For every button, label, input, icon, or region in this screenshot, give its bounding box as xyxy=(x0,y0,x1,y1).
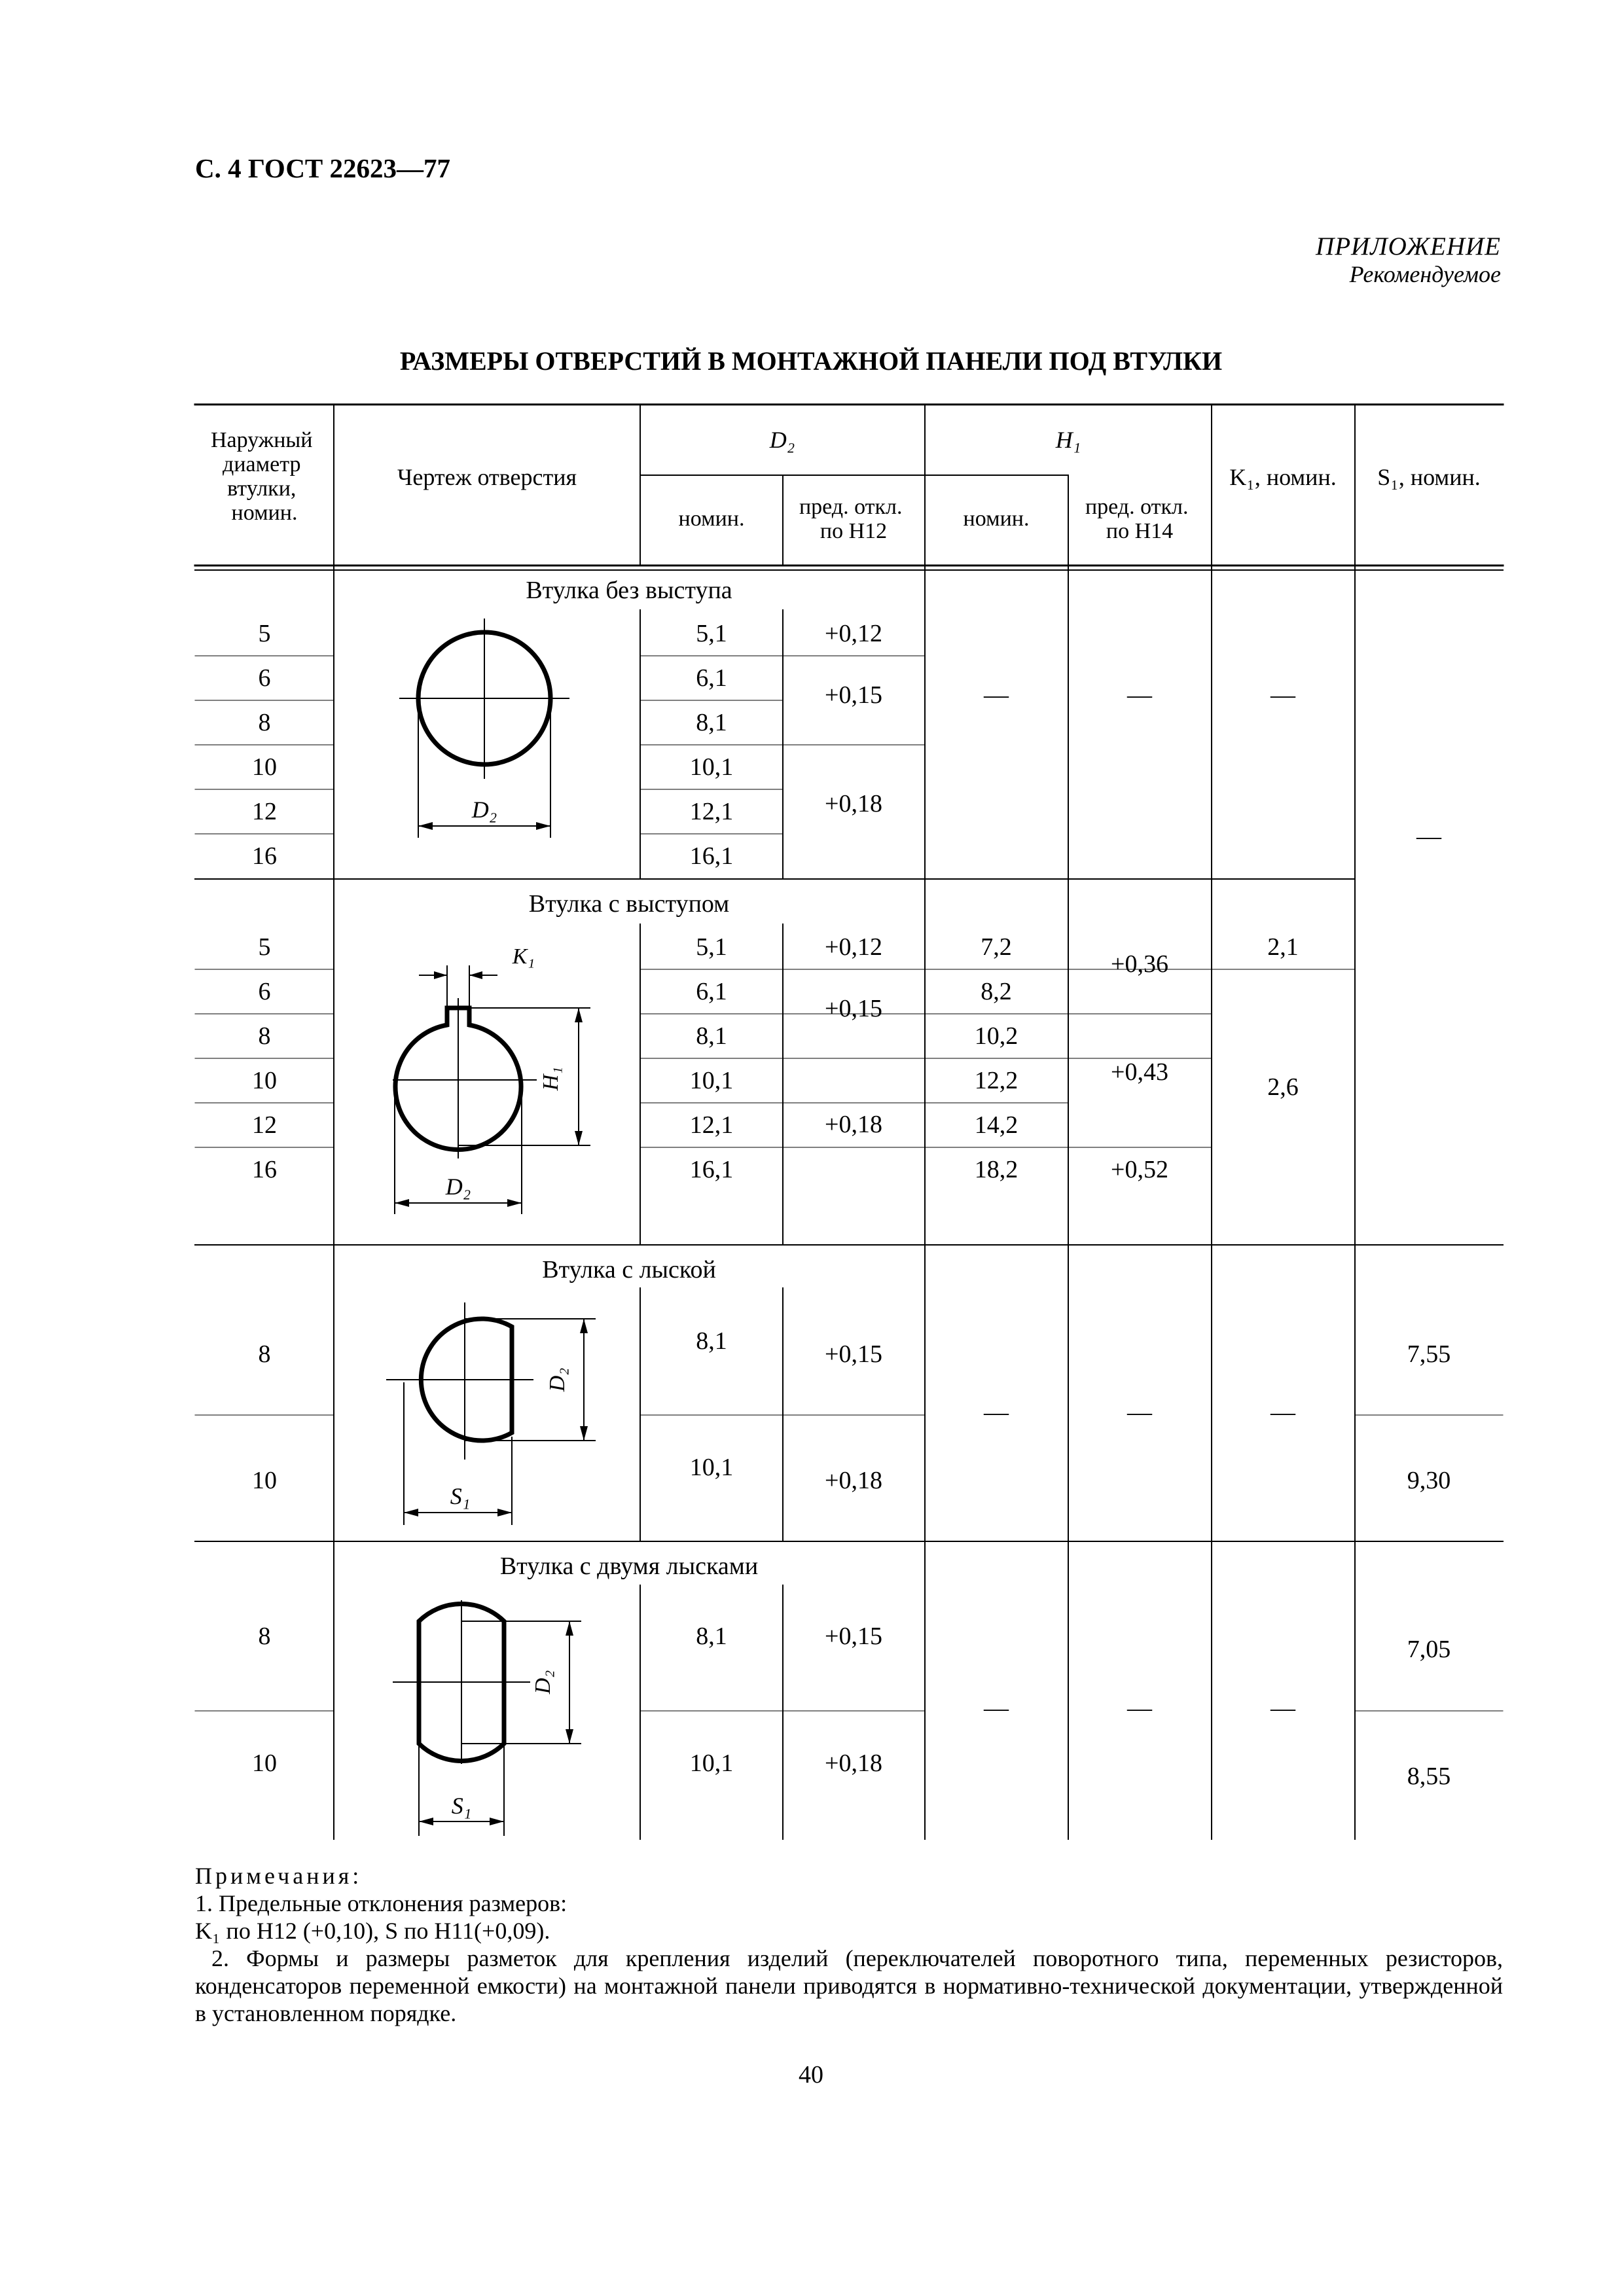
s1-nominal: 7,05 xyxy=(1407,1636,1451,1663)
h1-nominal: 12,2 xyxy=(974,1067,1018,1094)
h1-deviation: +0,52 xyxy=(1111,1156,1168,1183)
header-k1: K₁, номин. xyxy=(1229,464,1337,490)
dim-label-d2: D₂ xyxy=(545,1367,569,1392)
section-title: Втулка с выступом xyxy=(528,890,730,918)
h1-deviation: +0,36 xyxy=(1111,950,1168,978)
d2-nominal: 10,1 xyxy=(689,1749,734,1777)
appendix-type: Рекомендуемое xyxy=(1349,261,1501,287)
dim-label-d2: D₂ xyxy=(445,1174,471,1200)
s1-nominal: 7,55 xyxy=(1407,1340,1451,1368)
two-flats-hole-drawing xyxy=(393,1600,581,1836)
outer-diameter: 8 xyxy=(258,1022,271,1050)
k1-nominal: — xyxy=(1271,681,1295,709)
table-header xyxy=(211,427,1481,543)
section-plain-bushing xyxy=(252,577,1442,870)
flat-hole-drawing xyxy=(386,1302,596,1525)
section-title: Втулка без выступа xyxy=(526,577,732,604)
header-drawing: Чертеж отверстия xyxy=(397,464,577,490)
h1-nominal: 18,2 xyxy=(974,1156,1018,1183)
d2-deviation: +0,15 xyxy=(825,995,882,1022)
h1-nominal: 7,2 xyxy=(981,933,1012,961)
h1-deviation: — xyxy=(1127,1399,1152,1426)
s1-nominal: — xyxy=(1416,823,1441,850)
d2-nominal: 12,1 xyxy=(689,798,734,825)
d2-deviation: +0,15 xyxy=(825,1340,882,1368)
note-1: 1. Предельные отклонения размеров: xyxy=(195,1890,568,1916)
outer-diameter: 12 xyxy=(252,798,277,825)
k1-nominal: 2,6 xyxy=(1267,1073,1299,1101)
d2-nominal: 5,1 xyxy=(696,933,727,961)
d2-nominal: 16,1 xyxy=(689,1156,734,1183)
page-header: С. 4 ГОСТ 22623—77 xyxy=(195,153,451,183)
dim-label-s1: S₁ xyxy=(451,1793,472,1819)
d2-nominal: 16,1 xyxy=(689,842,734,870)
outer-diameter: 8 xyxy=(258,1340,271,1368)
h1-nominal: 10,2 xyxy=(974,1022,1018,1050)
header-h1: H₁ xyxy=(1055,427,1081,453)
h1-deviation: — xyxy=(1127,1695,1152,1722)
section-bushing-with-two-flats xyxy=(252,1552,1451,1836)
outer-diameter: 10 xyxy=(252,1749,277,1777)
section-title: Втулка с лыской xyxy=(542,1256,716,1283)
dim-label-d2: D₂ xyxy=(471,797,497,823)
d2-nominal: 10,1 xyxy=(689,1067,734,1094)
d2-nominal: 8,1 xyxy=(696,1623,727,1650)
d2-nominal: 10,1 xyxy=(689,753,734,781)
outer-diameter: 8 xyxy=(258,1623,271,1650)
d2-deviation: +0,12 xyxy=(825,933,882,961)
h1-nominal: — xyxy=(984,681,1009,709)
d2-deviation: +0,18 xyxy=(825,1749,882,1777)
d2-nominal: 5,1 xyxy=(696,620,727,647)
h1-deviation: — xyxy=(1127,681,1152,709)
d2-deviation: +0,15 xyxy=(825,1623,882,1650)
d2-deviation: +0,18 xyxy=(825,1111,882,1138)
appendix-label: ПРИЛОЖЕНИЕ xyxy=(1316,232,1501,260)
outer-diameter: 5 xyxy=(258,933,271,961)
d2-nominal: 8,1 xyxy=(696,709,727,736)
page-number: 40 xyxy=(799,2061,823,2089)
h1-nominal: 14,2 xyxy=(974,1111,1018,1139)
s1-nominal: 9,30 xyxy=(1407,1467,1451,1494)
table-title: РАЗМЕРЫ ОТВЕРСТИЙ В МОНТАЖНОЙ ПАНЕЛИ ПОД ВТУЛКИ xyxy=(399,346,1223,376)
header-s1: S₁, номин. xyxy=(1377,464,1481,490)
d2-nominal: 6,1 xyxy=(696,664,727,692)
note-1-detail: K₁ по Н12 (+0,10), S по Н11(+0,09). xyxy=(195,1918,550,1944)
outer-diameter: 16 xyxy=(252,1156,277,1183)
outer-diameter: 10 xyxy=(252,753,277,781)
outer-diameter: 6 xyxy=(258,978,271,1005)
dim-label-d2: D₂ xyxy=(531,1670,555,1695)
k1-nominal: 2,1 xyxy=(1267,933,1299,961)
d2-nominal: 6,1 xyxy=(696,978,727,1005)
outer-diameter: 10 xyxy=(252,1467,277,1494)
header-d2-nom: номин. xyxy=(678,507,745,531)
d2-deviation: +0,15 xyxy=(825,681,882,709)
notes-heading: Примечания: xyxy=(195,1863,363,1889)
note-2: 2. Формы и размеры разметок для крепления изделий (переключателей поворотного типа, переменных резисторов, конденсаторов переменной емкости) на монтажной панели приводятся в нормативно-технической документации, утвержденной в установленном порядке. xyxy=(195,1945,1503,2026)
d2-deviation: +0,12 xyxy=(825,620,882,647)
d2-deviation: +0,18 xyxy=(825,1467,882,1494)
outer-diameter: 10 xyxy=(252,1067,277,1094)
k1-nominal: — xyxy=(1271,1399,1295,1426)
h1-deviation: +0,43 xyxy=(1111,1058,1168,1086)
d2-nominal: 10,1 xyxy=(689,1454,734,1481)
dim-label-s1: S₁ xyxy=(450,1483,471,1509)
outer-diameter: 5 xyxy=(258,620,271,647)
outer-diameter: 16 xyxy=(252,842,277,870)
section-title: Втулка с двумя лысками xyxy=(499,1552,759,1580)
h1-nominal: — xyxy=(984,1399,1009,1426)
dim-label-h1: H₁ xyxy=(539,1066,563,1091)
d2-nominal: 12,1 xyxy=(689,1111,734,1139)
k1-nominal: — xyxy=(1271,1695,1295,1722)
header-outer-diameter: Наружный диаметр втулки, номин. xyxy=(211,428,313,525)
outer-diameter: 12 xyxy=(252,1111,277,1139)
d2-nominal: 8,1 xyxy=(696,1327,727,1355)
header-h1-nom: номин. xyxy=(963,507,1030,531)
h1-nominal: — xyxy=(984,1695,1009,1722)
outer-diameter: 6 xyxy=(258,664,271,692)
notes xyxy=(195,1862,1503,2027)
h1-nominal: 8,2 xyxy=(981,978,1012,1005)
header-d2-dev: пред. откл. по Н12 xyxy=(799,495,903,543)
d2-nominal: 8,1 xyxy=(696,1022,727,1050)
section-bushing-with-flat xyxy=(252,1256,1451,1525)
header-h1-dev: пред. откл. по Н14 xyxy=(1085,495,1189,543)
section-bushing-with-lug xyxy=(252,890,1299,1214)
d2-deviation: +0,18 xyxy=(825,790,882,817)
outer-diameter: 8 xyxy=(258,709,271,736)
s1-nominal: 8,55 xyxy=(1407,1763,1451,1790)
dim-label-k1: K₁ xyxy=(512,944,535,969)
header-d2: D₂ xyxy=(769,427,795,453)
